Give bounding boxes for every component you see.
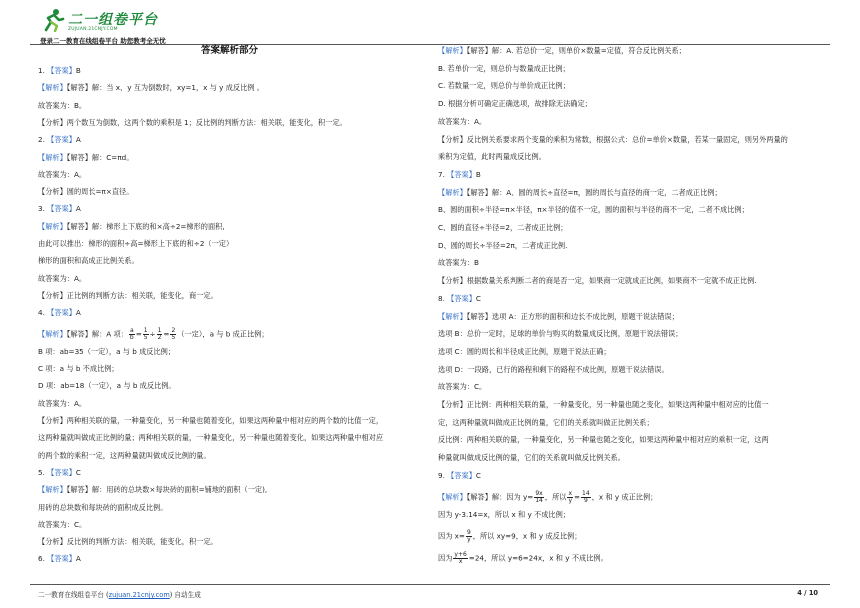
text-run: 【解答】解：A、圆的周长÷直径=π，圆的周长与直径的商一定，二者成正比例；: [466, 187, 722, 197]
text-run: 因为 x=: [438, 531, 465, 541]
label-tag: 【解析】: [438, 311, 467, 321]
text-run: 因为: [438, 553, 453, 563]
fraction: [581, 491, 591, 504]
text-run: 故答案为：A。: [438, 116, 487, 126]
text-line-q6-explain: [438, 46, 686, 56]
text-line-q3-analysis: [38, 291, 218, 301]
text-line-q5-line2: [38, 503, 167, 513]
text-run: 选项 C：圆的周长和半径成正比例，原题干说法正确；: [438, 346, 611, 356]
text-run: 8.: [438, 293, 448, 303]
label-tag: 【答案】: [47, 135, 76, 145]
text-run: 【分析】圆的周长=π×直径。: [38, 187, 134, 197]
text-run: 故答案为：A。: [38, 273, 87, 283]
text-run: 【分析】反比例关系要求两个变量的乘积为常数，根据公式：总价=单价×数量，若某一量固定，则另外两量的: [438, 134, 788, 144]
text-run: ，x 和 y 成正比例；: [591, 492, 658, 501]
text-run: A: [75, 135, 81, 145]
fraction-denominator: 2: [157, 333, 162, 341]
text-run: 梯形的面积和高成正比例关系。: [38, 256, 139, 266]
text-run: 4.: [38, 308, 48, 318]
text-line-q6-d: [438, 99, 592, 109]
text-line-q4-c: [38, 364, 119, 374]
text-run: 【解答】选项 A：正方形的面积和边长不成比例，原题干说法错误；: [466, 311, 679, 321]
text-line-q4-analysis3: [38, 451, 211, 461]
text-line-q4-analysis1: [38, 416, 383, 426]
text-run: 1.: [38, 66, 48, 75]
fraction: [129, 328, 135, 341]
header-divider: [30, 44, 830, 45]
text-run: 9.: [438, 470, 448, 480]
text-line-q2-result: [38, 170, 86, 180]
text-line-q1-analysis: [38, 118, 347, 128]
text-run: D 项：ab=18（一定），a 与 b 成反比例。: [38, 381, 176, 391]
text-line-q1-explain: [38, 83, 264, 93]
text-line-q7-explain: [438, 188, 722, 198]
text-line-q5-explain: [38, 485, 267, 495]
text-run: 选项 D：一段路，已行的路程和剩下的路程不成比例，原题干说法错误。: [438, 364, 669, 374]
page-header: [30, 6, 830, 44]
text-run: ，所以 xy=9，x 和 y 成反比例；: [472, 531, 582, 541]
fraction: [453, 552, 467, 565]
text-run: 选项 B：总价一定时，足球的单价与购买的数量成反比例，原题干说法错误；: [438, 329, 683, 339]
text-run: 【分析】反比例的判断方法：相关联，能变化，积一定。: [38, 537, 218, 547]
label-tag: 【解析】: [38, 83, 67, 93]
text-line-q5-answer: [38, 468, 81, 478]
text-run: =24，所以 y=6=24x，x 和 y 不成比例。: [468, 553, 608, 563]
text-run: 故答案为：A。: [38, 169, 87, 179]
fraction: [534, 491, 544, 504]
text-line-q8-answer: [438, 294, 481, 304]
fraction-denominator: y: [568, 496, 573, 504]
text-run: 由此可以推出：梯形的面积÷高=梯形上下底的和÷2（一定）: [38, 239, 234, 248]
text-line-q3-line3: [38, 256, 139, 266]
text-run: C. 若数量一定，则总价与单价成正比例；: [438, 81, 570, 91]
text-line-q7-b: [438, 205, 749, 215]
label-tag: 【答案】: [447, 169, 476, 179]
text-run: 【解答】解：因为 y=: [466, 492, 534, 501]
label-tag: 【答案】: [47, 467, 76, 477]
text-run: D. 根据分析可确定正确选项，故排除无法确定；: [438, 99, 592, 109]
text-line-q1-result: [38, 101, 86, 111]
text-line-q2-explain: [38, 153, 133, 163]
fraction-numerator: 9x: [535, 489, 543, 497]
fraction-numerator: 2: [171, 326, 176, 334]
text-run: 2.: [38, 135, 48, 145]
text-run: 【分析】正比例的判断方法：相关联，能变化，商一定。: [38, 290, 218, 300]
text-line-q8-b: [438, 329, 682, 339]
text-run: 故答案为：A。: [38, 398, 87, 408]
text-run: A: [75, 308, 81, 318]
text-run: B. 若单价一定，则总价与数量成正比例；: [438, 63, 570, 73]
fraction-denominator: 5: [143, 333, 148, 341]
text-run: 故答案为：C。: [438, 382, 487, 392]
text-run: 故答案为：B: [438, 258, 479, 268]
text-line-q8-explain: [438, 312, 679, 322]
text-run: 【解答】解：A. 若总价一定，则单价×数量=定值，符合反比例关系；: [466, 46, 686, 55]
footer-suffix: ) 自动生成: [169, 591, 201, 599]
text-line-q6-answer: [38, 554, 81, 564]
text-run: 【分析】根据数量关系判断二者的商是否一定，如果商一定就成正比例，如果商不一定就不成正比例.: [438, 276, 757, 286]
text-run: 因为 y-3.14=x，所以 x 和 y 不成比例；: [438, 510, 570, 520]
text-run: 这两种量就叫做成正比例的量；两种相关联的量，一种量变化，另一种量也随着变化，如果这两种量中相对应: [38, 433, 384, 443]
text-run: =: [163, 329, 170, 338]
label-tag: 【解析】: [438, 492, 467, 501]
label-tag: 【解析】: [38, 221, 67, 231]
text-line-q7-d: [438, 241, 567, 251]
footer-divider: [30, 584, 830, 585]
fraction-denominator: y: [467, 535, 471, 543]
text-run: =: [574, 492, 581, 501]
text-run: B: [75, 66, 81, 75]
fraction: [143, 328, 149, 341]
text-line-q4-d: [38, 381, 176, 391]
fraction: [466, 530, 472, 543]
label-tag: 【解析】: [38, 329, 67, 338]
text-line-q8-result: [438, 382, 486, 392]
fraction-numerator: a: [129, 326, 134, 334]
text-line-q1-answer: [38, 66, 81, 76]
label-tag: 【解析】: [38, 152, 67, 162]
label-tag: 【解析】: [438, 46, 467, 55]
text-line-q4-result: [38, 399, 86, 409]
text-run: 3.: [38, 204, 48, 214]
text-line-q8-c: [438, 347, 611, 357]
text-run: 种量就叫做成反比例的量，它们的关系就叫做反比例关系。: [438, 453, 625, 463]
text-line-q4-b: [38, 347, 175, 357]
label-tag: 【答案】: [447, 293, 476, 303]
text-line-q9-line2: [438, 510, 570, 520]
fraction-numerator: 1: [143, 326, 148, 334]
text-run: 【分析】正比例：两种相关联的量，一种量变化，另一种量也随之变化，如果这两种量中相对应的比值一: [438, 400, 769, 409]
label-tag: 【答案】: [47, 308, 76, 318]
text-line-q7-analysis: [438, 276, 757, 286]
fraction-numerator: 14: [582, 489, 590, 497]
text-run: B 项：ab=35（一定），a 与 b 成反比例；: [38, 346, 176, 356]
text-run: （一定），a 与 b 成正比例；: [177, 329, 269, 338]
fraction: [157, 328, 163, 341]
text-line-q4-explain: [38, 328, 269, 341]
text-run: B、圆的面积÷半径=π×半径，π×半径的值不一定，圆的面积与半径的商不一定，二者不成比例；: [438, 205, 749, 215]
fraction-numerator: y+6: [454, 550, 467, 558]
text-line-q3-line2: [38, 239, 233, 249]
text-line-q9-line4: [438, 552, 608, 565]
text-line-q8-d: [438, 365, 669, 375]
text-run: 【分析】两个数互为倒数，这两个数的乘积是 1；反比例的判断方法：相关联，能变化，积一定。: [38, 117, 347, 127]
logo-text: 二一组卷平台: [68, 12, 158, 28]
text-run: 故答案为：C。: [38, 519, 87, 529]
fraction: [567, 491, 573, 504]
text-run: C 项：a 与 b 不成比例；: [38, 364, 119, 374]
label-tag: 【解析】: [38, 485, 67, 495]
text-line-q9-line3: [438, 530, 581, 543]
text-run: B: [475, 169, 481, 179]
text-run: C: [475, 470, 481, 480]
fraction-numerator: 9: [466, 528, 471, 536]
text-run: =: [135, 329, 142, 338]
text-line-q8-analysis4: [438, 453, 625, 463]
text-line-q2-analysis: [38, 187, 133, 197]
label-tag: 【答案】: [47, 66, 76, 75]
text-line-q5-analysis: [38, 537, 218, 547]
text-run: C: [475, 293, 481, 303]
logo-subtext: ZUJUAN.21CNJY.COM: [68, 27, 118, 32]
text-run: 定，这两种量就叫做成正比例的量，它们的关系就叫做正比例关系；: [438, 417, 654, 427]
fraction-denominator: 9: [583, 496, 588, 504]
fraction-denominator: x: [458, 557, 463, 565]
text-run: 反比例：两种相关联的量，一种量变化，另一种量也随之变化，如果这两种量中相对应的乘积一定，这两: [438, 435, 769, 445]
text-line-q6-result: [438, 117, 486, 127]
text-run: 【解答】解：A 项：: [66, 329, 128, 338]
text-line-q6-analysis2: [438, 152, 546, 162]
fraction: [170, 328, 176, 341]
text-run: 用砖的总块数和每块砖的面积成反比例。: [38, 502, 168, 512]
text-line-q8-analysis1: [438, 400, 769, 410]
fraction-numerator: x: [568, 489, 573, 497]
text-line-q2-answer: [38, 135, 81, 145]
text-run: 【解答】解：C=πd。: [66, 152, 134, 162]
text-run: A: [75, 204, 81, 214]
text-run: 【解答】解：当 x、y 互为倒数时，xy=1，x 与 y 成反比例 。: [66, 83, 264, 93]
text-line-q7-result: [438, 258, 479, 268]
header-slogan: 登录二一教育在线组卷平台 助您教考全无忧: [40, 37, 166, 45]
text-run: D、圆的周长÷半径=2π，二者成正比例.: [438, 240, 568, 250]
text-line-q9-answer: [438, 471, 481, 481]
page-title: 答案解析部分: [201, 45, 259, 56]
text-run: 【分析】两种相关联的量，一种量变化，另一种量也随着变化，如果这两种量中相对应的两个数的比值一定，: [38, 416, 384, 425]
text-run: 7.: [438, 169, 448, 179]
text-line-q8-analysis2: [438, 418, 654, 428]
text-run: 的两个数的乘积一定，这两种量就叫做成反比例的量。: [38, 450, 211, 460]
label-tag: 【解析】: [438, 187, 467, 197]
text-run: C、圆的直径÷半径=2，二者成正比例；: [438, 223, 568, 232]
text-run: 【解答】解：梯形上下底的和×高÷2=梯形的面积,: [66, 221, 225, 231]
text-line-q8-analysis3: [438, 435, 769, 445]
text-run: 6.: [38, 554, 48, 564]
text-run: 【解答】解：用砖的总块数×每块砖的面积=铺地的面积（一定),: [66, 485, 268, 495]
label-tag: 【答案】: [447, 470, 476, 480]
text-line-q7-answer: [438, 170, 481, 180]
site-logo[interactable]: [40, 8, 170, 36]
text-line-q9-explain: [438, 491, 657, 504]
text-run: C: [75, 467, 81, 477]
fraction-numerator: 1: [157, 326, 162, 334]
footer-link[interactable]: zujuan.21cnjy.com: [108, 591, 170, 599]
label-tag: 【答案】: [47, 554, 76, 564]
fraction-denominator: 14: [535, 496, 543, 504]
label-tag: 【答案】: [47, 204, 76, 214]
text-line-q4-answer: [38, 308, 81, 318]
text-line-q7-c: [438, 223, 567, 233]
fraction-denominator: 5: [171, 333, 176, 341]
footer-source: [38, 589, 201, 599]
text-line-q6-c: [438, 81, 570, 91]
text-line-q5-result: [38, 520, 86, 530]
text-run: 5.: [38, 467, 48, 477]
text-run: 乘积为定值，此时两量成反比例。: [438, 152, 546, 162]
text-line-q4-analysis2: [38, 433, 383, 443]
text-line-q3-answer: [38, 204, 81, 214]
footer-prefix: 二一教育在线组卷平台 (: [38, 591, 109, 599]
text-run: ÷: [149, 329, 156, 338]
text-line-q6-analysis1: [438, 135, 788, 145]
text-line-q6-b: [438, 64, 570, 74]
text-line-q3-explain: [38, 222, 225, 232]
text-run: A: [75, 554, 81, 564]
text-run: 故答案为：B。: [38, 100, 87, 110]
page-number: 4 / 10: [797, 589, 818, 597]
text-line-q3-result: [38, 274, 86, 284]
fraction-denominator: b: [129, 333, 134, 341]
runner-logo-icon: [40, 8, 66, 32]
text-run: ，所以: [544, 492, 567, 501]
